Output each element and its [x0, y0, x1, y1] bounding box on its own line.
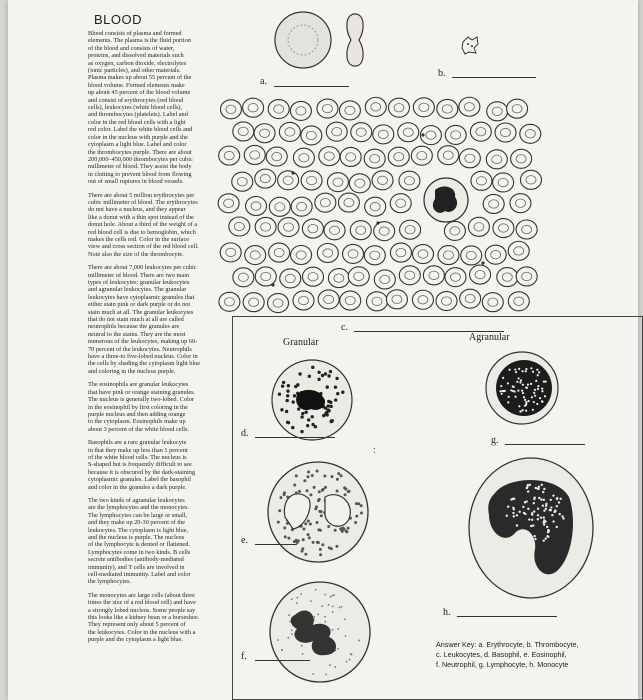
red-blood-cell [268, 294, 289, 313]
divider-dots: : [373, 445, 376, 456]
red-blood-cell [510, 194, 531, 213]
red-blood-cell [255, 267, 276, 286]
red-blood-cell [388, 147, 409, 166]
red-blood-cell [266, 147, 287, 166]
red-blood-cell [511, 149, 532, 168]
red-blood-cell [493, 173, 514, 192]
red-blood-cell [302, 219, 323, 238]
red-blood-cell [229, 217, 250, 236]
rbc-cross-section [343, 12, 367, 68]
answer-key [436, 640, 636, 670]
answer-line-e[interactable] [255, 544, 297, 545]
red-blood-cell [487, 102, 508, 121]
red-blood-cell [327, 173, 348, 192]
red-blood-cell [520, 170, 541, 189]
red-blood-cell [374, 270, 395, 289]
red-blood-cell [459, 149, 480, 168]
red-blood-cell [220, 100, 241, 119]
label-b: b. [438, 68, 446, 79]
red-blood-cell [412, 290, 433, 309]
red-blood-cell [486, 150, 507, 169]
label-f: f. [241, 651, 247, 662]
label-a: a. [260, 76, 267, 87]
paragraph-eosinophils: The eosinophils are granular leukocytes that have pink or orange staining granules. The nucleus is generally two-lobed. Color in the eosinophil by first coloring in the purple nucleus and then adding orange to the cytoplasm. Eosinophils make up about 3 percent of the white blood cells. [88, 381, 196, 433]
red-blood-cell [278, 171, 299, 190]
red-blood-cell [364, 246, 385, 265]
red-blood-cell [233, 268, 254, 287]
red-blood-cell [290, 101, 311, 120]
label-g: g. [491, 435, 499, 446]
red-blood-cell [268, 100, 289, 119]
paragraph-basophils: Basophils are a rare granular leukocyte in that they make up less than 1 percent of the white blood cells. The nucleus is S-shaped but is frequently difficult to see because it is obscured by the dark-staining cytoplasmic granules. Label the basophil and color in the granules a dark purple. [88, 439, 196, 491]
red-blood-cell [318, 290, 339, 309]
red-blood-cell [508, 292, 529, 311]
red-blood-cell [493, 219, 514, 238]
red-blood-cell [460, 289, 481, 308]
red-blood-cell [398, 123, 419, 142]
red-blood-cell [269, 243, 290, 262]
red-blood-cell [233, 122, 254, 141]
red-blood-cell [255, 217, 276, 236]
red-blood-cell [339, 101, 360, 120]
answer-line-a[interactable] [274, 86, 349, 87]
answer-line-f[interactable] [255, 660, 310, 661]
header-granular: Granular [283, 337, 319, 348]
red-blood-cell [328, 269, 349, 288]
red-blood-cell [386, 290, 407, 309]
red-blood-cell [365, 97, 386, 116]
worksheet-page [8, 0, 638, 700]
red-blood-cell [219, 146, 240, 165]
paragraph-erythrocytes: There are about 5 million erythrocytes per cubic millimeter of blood. The erythrocytes do not have a nucleus, and they appear like a donut with a thin spot instead of the donut hole. About a third of the weight of a red blood cell is due to hemoglobin, which makes the cells red. Color in the surface view and cross section of the red blood cell. Note also the size of the thrombocyte. [88, 191, 199, 258]
basophil-illustration [267, 355, 357, 445]
paragraph-lymphocytes: The two kinds of agranular leukocytes are the lymphocytes and the monocytes. The lymphocytes can be large or small, and they make up 20-30 percent of the leukocytes. The cytoplasm is light blue, and the nucleus is purple. The nucleus of the lymphocyte is dented or flattened. Lymphocytes come in two kinds. B cells secrete antibodies (antibody-mediated immunity), and T cells are involved in cell-mediated immunity. Label and color the lymphocytes. [88, 496, 191, 586]
red-blood-cell [255, 169, 276, 188]
red-blood-cell [340, 291, 361, 310]
red-blood-cell [350, 221, 371, 240]
red-blood-cell [220, 243, 241, 262]
red-blood-cell [438, 146, 459, 165]
red-blood-cell [468, 217, 489, 236]
red-blood-cell [411, 146, 432, 165]
red-blood-cell [317, 243, 338, 262]
answer-line-b[interactable] [452, 77, 536, 78]
red-blood-cell [246, 196, 267, 215]
eosinophil-illustration [263, 457, 373, 567]
red-blood-cell [437, 99, 458, 118]
answer-key-line-3: f. Neutrophil, g. Lymphocyte, h. Monocyte [436, 660, 569, 669]
red-blood-cell [317, 99, 338, 118]
red-blood-cell [497, 268, 518, 287]
red-blood-cell [349, 174, 370, 193]
red-blood-cell [374, 222, 395, 241]
red-blood-cell [400, 220, 421, 239]
red-blood-cell [444, 221, 465, 240]
red-blood-cell [218, 194, 239, 213]
red-blood-cell [470, 122, 491, 141]
label-c: c. [341, 322, 348, 333]
red-blood-cell [301, 171, 322, 190]
red-blood-cell [436, 292, 457, 311]
red-blood-cell [438, 246, 459, 265]
red-blood-cell [351, 123, 372, 142]
red-blood-cell [520, 124, 541, 143]
red-blood-cell [516, 267, 537, 286]
red-blood-cell [326, 122, 347, 141]
lymphocyte-illustration [483, 349, 561, 427]
red-blood-cell [365, 197, 386, 216]
smear-leukocyte [424, 178, 468, 222]
red-blood-cell [244, 145, 265, 164]
red-blood-cell [243, 293, 264, 312]
red-blood-cell [279, 122, 300, 141]
red-blood-cell [388, 98, 409, 117]
monocyte-illustration [465, 453, 600, 603]
answer-line-d[interactable] [255, 437, 335, 438]
red-blood-cell [340, 147, 361, 166]
red-blood-cell [301, 126, 322, 145]
answer-line-g[interactable] [505, 444, 585, 445]
red-blood-cell [303, 267, 324, 286]
thrombocyte-illustration [460, 34, 480, 56]
red-blood-cell [485, 245, 506, 264]
red-blood-cell [278, 218, 299, 237]
answer-key-line-2: c. Leukocytes, d. Basophil, e. Eosinophil, [436, 650, 567, 659]
red-blood-cell [343, 244, 364, 263]
red-blood-cell [269, 197, 290, 216]
red-blood-cell [471, 171, 492, 190]
red-blood-cell [291, 197, 312, 216]
red-blood-cell [482, 293, 503, 312]
red-blood-cell [243, 98, 264, 117]
red-blood-cell [372, 171, 393, 190]
answer-line-h[interactable] [457, 616, 557, 617]
paragraph-leukocytes: There are about 7,000 leukocytes per cubic millimeter of blood. There are two main types of leukocytes: granular leukocytes and agranular leukocytes. The granular leukocytes have cytoplasmic granules that either stain pink or dark purple or do not stain much at all. The granular leukocytes that do not stain much at all are called neutrophils because the granules are neutral to the stains. They are the most numerous of the leukocytes, making up 60- 70 percent of the leukocytes. Neutrophils have a three-to five-lobed nucleus. Color in the cells by shading the cytoplasm light blue and coloring in the nucleus purple. [88, 264, 201, 375]
red-blood-cell [348, 267, 369, 286]
red-blood-cell [293, 291, 314, 310]
label-h: h. [443, 607, 451, 618]
neutrophil-illustration [265, 577, 375, 687]
label-d: d. [241, 428, 249, 439]
red-blood-cell [373, 125, 394, 144]
red-blood-cell [232, 172, 253, 191]
red-blood-cell [390, 243, 411, 262]
red-blood-cell [470, 265, 491, 284]
label-e: e. [241, 535, 248, 546]
red-blood-cell [495, 123, 516, 142]
red-blood-cell [324, 221, 345, 240]
red-blood-cell [366, 292, 387, 311]
red-blood-cell [315, 193, 336, 212]
rbc-surface-view [273, 10, 333, 70]
paragraph-monocytes: The monocytes are large cells (about three times the size of a red blood cell) and have a strongly lobed nucleus. Some people say this looks like a kidney bean or a horseshoe. They represent only about 5 percent of the leukocytes. Color in the nucleus with a purple and the cytoplasm a light blue. [88, 591, 200, 644]
red-blood-cell [280, 269, 301, 288]
red-blood-cell [390, 194, 411, 213]
red-blood-cell [293, 148, 314, 167]
red-blood-cell [338, 193, 359, 212]
red-blood-cell [254, 124, 275, 143]
red-blood-cell [412, 245, 433, 264]
red-blood-cell [319, 147, 340, 166]
red-blood-cell [423, 266, 444, 285]
red-blood-cell [219, 292, 240, 311]
red-blood-cell [245, 246, 266, 265]
red-blood-cell [413, 98, 434, 117]
red-blood-cell [461, 246, 482, 265]
red-blood-cell [508, 241, 529, 260]
red-blood-cell [291, 245, 312, 264]
red-blood-cell [483, 194, 504, 213]
header-agranular: Agranular [469, 332, 510, 343]
answer-key-line-1: Answer Key: a. Erythrocyte, b. Thrombocyte, [436, 640, 579, 649]
red-blood-cell [459, 97, 480, 116]
red-blood-cell [516, 220, 537, 239]
red-blood-cell [399, 266, 420, 285]
red-blood-cell [364, 149, 385, 168]
red-blood-cell [445, 125, 466, 144]
red-blood-cell [507, 99, 528, 118]
red-blood-cell [399, 171, 420, 190]
red-blood-cell [445, 268, 466, 287]
paragraph-plasma: Blood consists of plasma and formed elements. The plasma is the fluid portion of the blood and consists of water, proteins, and dissolved materials such as oxygen, carbon dioxide, electrolytes (ionic particles), and other materials. Plasma makes up about 55 percent of the blood volume. Formed elements make up about 45 percent of the blood volume and consist of erythrocytes (red blood cells), leukocytes (white blood cells), and thrombocytes (platelets). Label and color in the red blood cells with a light red color. Label the white blood cells and color in the nucleus with purple and the cytoplasm a light blue. Label and color the thrombocytes purple. There are about 200,000–450,000 thrombocytes per cubic millimeter of blood. They assist the body in clotting to prevent blood from flowing out of small ruptures in blood vessels. [88, 30, 193, 186]
page-title: BLOOD [94, 12, 143, 27]
blood-smear-field [213, 95, 543, 320]
